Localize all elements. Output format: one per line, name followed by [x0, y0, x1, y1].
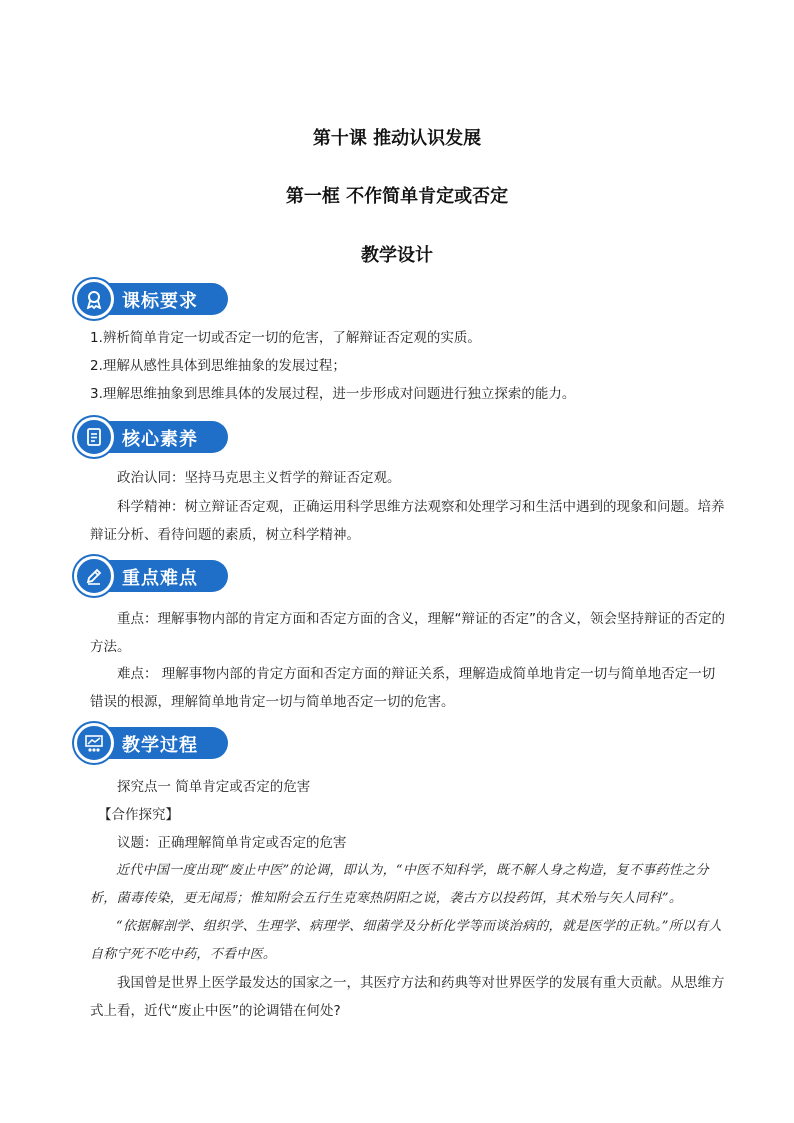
process-banner [74, 723, 230, 763]
cooperative-inquiry-label: 【合作探究】 [98, 807, 179, 823]
discussion-topic: 议题：正确理解简单肯定或否定的危害 [117, 835, 347, 851]
requirements-item-1: 1.辨析简单肯定一切或否定一切的危害，了解辩证否定观的实质。 [90, 330, 481, 346]
literacy-label: 核心素养 [122, 429, 198, 450]
inquiry-question: 我国曾是世界上医学最发达的国家之一，其医疗方法和药典等对世界医学的发展有重大贡献。从思维方式上看，近代“废止中医”的论调错在何处? [90, 975, 725, 1019]
key-point-main: 重点：理解事物内部的肯定方面和否定方面的含义，理解“辩证的否定”的含义，领会坚持辩证的否定的方法。 [90, 611, 725, 655]
historical-quote-2: “依据解剖学、组织学、生理学、病理学、细菌学及分析化学等而谈治病的，就是医学的正轨。”所以有人自称宁死不吃中药，不看中医。 [90, 919, 722, 962]
award-ribbon-icon [74, 279, 114, 319]
literacy-science: 科学精神：树立辩证否定观，正确运用科学思维方法观察和处理学习和生活中遇到的现象和问题。培养辩证分析、看待问题的素质，树立科学精神。 [90, 499, 725, 543]
literacy-banner [74, 417, 230, 457]
key-points-label: 重点难点 [122, 568, 198, 589]
process-label: 教学过程 [122, 735, 198, 756]
literacy-political: 政治认同：坚持马克思主义哲学的辩证否定观。 [117, 470, 401, 486]
pencil-edit-icon [74, 556, 114, 596]
presentation-chart-icon [74, 723, 114, 763]
doc-type-title: 教学设计 [361, 245, 433, 266]
requirements-item-2: 2.理解从感性具体到思维抽象的发展过程； [90, 358, 346, 374]
section-title: 第一框 不作简单肯定或否定 [285, 186, 509, 207]
requirements-label: 课标要求 [122, 291, 198, 312]
checklist-icon [74, 417, 114, 457]
historical-quote-1: 近代中国一度出现“废止中医”的论调，即认为，“中医不知科学，既不解人身之构造，复不事药性之分析，菌毒传染，更无闻焉；惟知附会五行生克寒热阴阳之说，袭古方以投药饵，其术殆与矢人同科”。 [90, 863, 709, 906]
requirements-item-3: 3.理解思维抽象到思维具体的发展过程，进一步形成对问题进行独立探索的能力。 [90, 386, 576, 402]
key-points-banner [74, 556, 230, 596]
inquiry-point: 探究点一 简单肯定或否定的危害 [117, 779, 311, 795]
key-point-difficulty: 难点： 理解事物内部的肯定方面和否定方面的辩证关系，理解造成简单地肯定一切与简单地否定一切错误的根源，理解简单地肯定一切与简单地否定一切的危害。 [90, 666, 716, 710]
lesson-title: 第十课 推动认识发展 [312, 128, 482, 149]
requirements-banner [74, 279, 230, 319]
